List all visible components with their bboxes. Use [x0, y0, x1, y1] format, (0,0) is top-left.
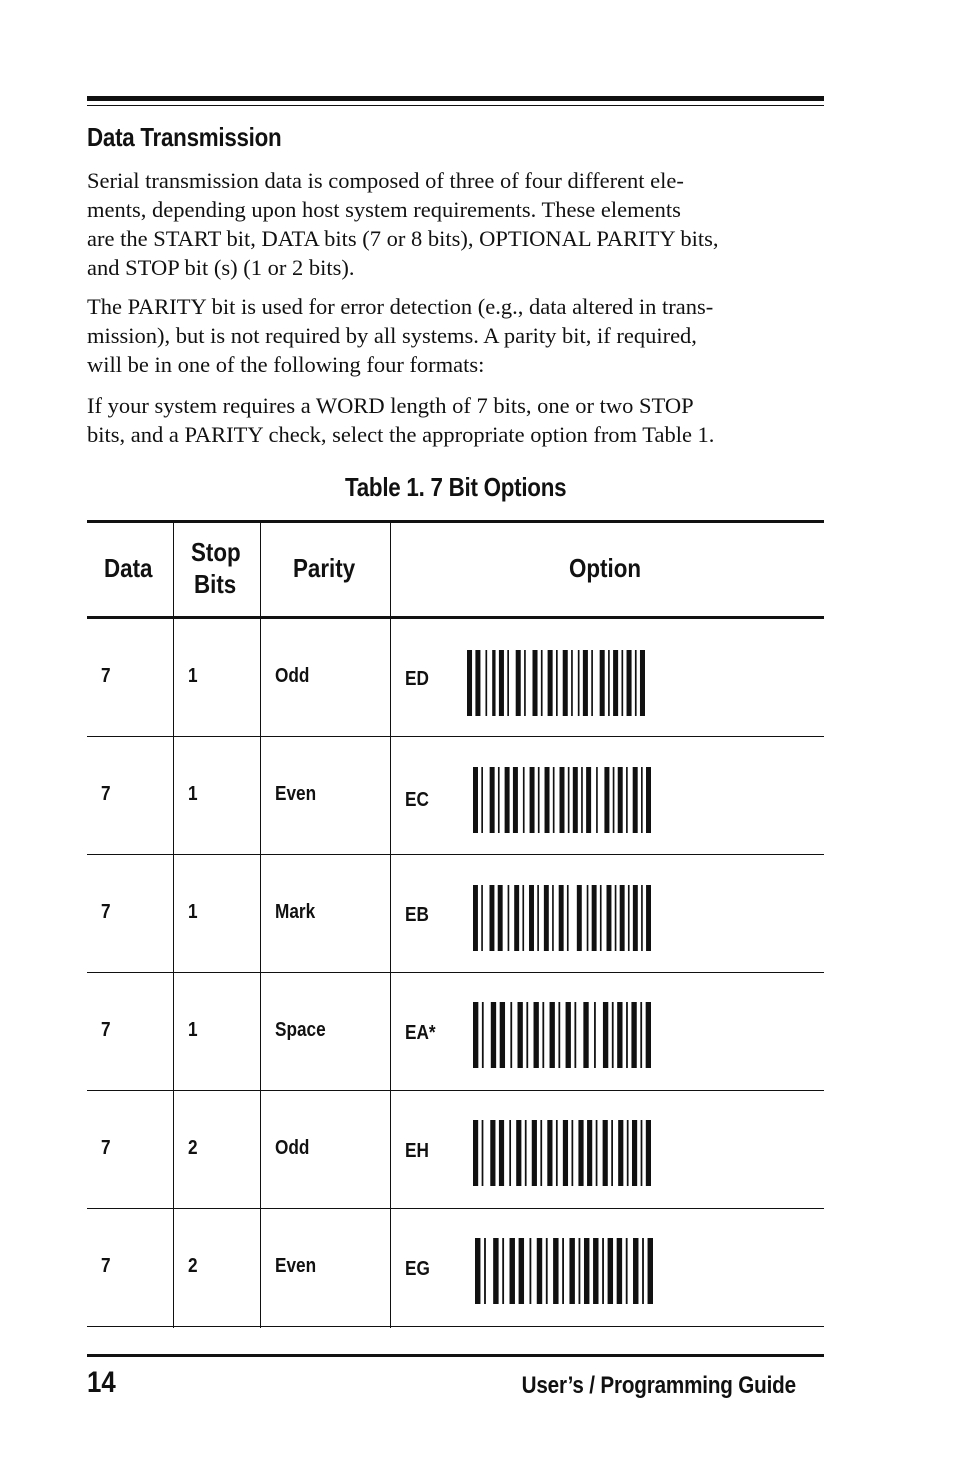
barcode-bar	[578, 1120, 583, 1186]
barcode-bar	[584, 1238, 589, 1304]
barcode-bar	[559, 885, 564, 951]
barcode-bar	[547, 1120, 552, 1186]
paragraph-parity	[87, 292, 824, 379]
barcode-bar	[560, 767, 565, 833]
barcode-bar	[646, 885, 651, 951]
barcode-bar	[467, 650, 472, 716]
column-divider	[173, 520, 174, 1328]
table-caption	[87, 472, 824, 503]
barcode-bar	[514, 885, 519, 951]
barcode-bar	[522, 885, 524, 951]
barcode-bar	[627, 1120, 629, 1186]
footer-rule	[87, 1354, 824, 1357]
row-divider	[87, 1208, 824, 1209]
barcode-bar	[572, 1120, 574, 1186]
barcode-bar	[642, 1238, 644, 1304]
barcode-bar	[484, 1238, 486, 1304]
cell-parity: Odd	[275, 1137, 310, 1159]
barcode-bar	[577, 885, 582, 951]
barcode-bar	[482, 1002, 484, 1068]
barcode-bar	[607, 885, 612, 951]
barcode-bar	[529, 885, 534, 951]
barcode-bar	[498, 885, 503, 951]
barcode-bar	[646, 1120, 651, 1186]
barcode-bar	[519, 1238, 524, 1304]
barcode-bar	[648, 1238, 653, 1304]
barcode-bar	[482, 1120, 484, 1186]
cell-stop-bits: 1	[188, 665, 198, 687]
paragraph-line: If your system requires a WORD length of 7 bits, one or two STOP	[87, 393, 694, 418]
barcode-ec	[473, 767, 653, 833]
barcode-bar	[579, 1238, 581, 1304]
barcode-bar	[591, 650, 593, 716]
cell-stop-bits: 1	[188, 783, 198, 805]
cell-stop-bits: 2	[188, 1137, 198, 1159]
barcode-bar	[618, 1120, 623, 1186]
barcode-bar	[596, 767, 598, 833]
barcode-bar	[510, 1002, 512, 1068]
column-divider	[390, 520, 391, 1328]
barcode-bar	[612, 1002, 614, 1068]
barcode-bar	[537, 1238, 542, 1304]
table-header-rule	[87, 616, 824, 619]
barcode-eh	[473, 1120, 653, 1186]
paragraph-line: and STOP bit (s) (1 or 2 bits).	[87, 255, 355, 280]
barcode-bar	[546, 1238, 548, 1304]
barcode-bar	[532, 650, 537, 716]
barcode-bar	[611, 1120, 613, 1186]
barcode-bar	[641, 1120, 643, 1186]
barcode-bar	[574, 1002, 576, 1068]
barcode-bar	[473, 767, 478, 833]
barcode-bar	[621, 650, 623, 716]
barcode-bar	[626, 1002, 628, 1068]
barcode-bar	[553, 1238, 558, 1304]
barcode-bar	[563, 650, 568, 716]
barcode-eg	[475, 1238, 655, 1304]
cell-data: 7	[101, 1255, 111, 1277]
paragraph-line: are the START bit, DATA bits (7 or 8 bits), OPTIONAL PARITY bits,	[87, 226, 719, 251]
barcode-bar	[523, 767, 525, 833]
barcode-bar	[583, 1002, 588, 1068]
barcode-bar	[641, 885, 643, 951]
barcode-bar	[578, 650, 580, 716]
barcode-bar	[542, 1002, 544, 1068]
barcode-bar	[532, 1120, 537, 1186]
barcode-bar	[583, 650, 588, 716]
barcode-bar	[473, 1120, 478, 1186]
row-divider	[87, 854, 824, 855]
barcode-bar	[490, 767, 495, 833]
page-number: 14	[87, 1366, 116, 1399]
options-table	[87, 520, 824, 1328]
barcode-bar	[608, 1238, 613, 1304]
barcode-bar	[617, 1002, 622, 1068]
barcode-bar	[516, 1120, 521, 1186]
barcode-bar	[553, 767, 555, 833]
barcode-bar	[618, 767, 623, 833]
cell-option-code: EB	[405, 904, 429, 926]
header-parity: Parity	[293, 553, 356, 583]
barcode-eb	[473, 885, 653, 951]
barcode-bar	[530, 767, 535, 833]
barcode-bar	[502, 1238, 504, 1304]
barcode-bar	[550, 1002, 555, 1068]
barcode-bar	[563, 1120, 568, 1186]
barcode-bar	[562, 1238, 564, 1304]
barcode-bar	[573, 767, 578, 833]
barcode-bar	[500, 1002, 505, 1068]
barcode-bar	[541, 650, 543, 716]
barcode-bar	[641, 767, 643, 833]
barcode-bar	[507, 650, 509, 716]
cell-parity: Space	[275, 1019, 326, 1041]
barcode-bar	[633, 767, 638, 833]
cell-parity: Odd	[275, 665, 310, 687]
paragraph-line: mission), but is not required by all systems. A parity bit, if required,	[87, 323, 697, 348]
header-data: Data	[104, 553, 153, 583]
barcode-bar	[558, 1002, 560, 1068]
barcode-bar	[505, 767, 510, 833]
barcode-bar	[524, 650, 526, 716]
row-divider	[87, 1090, 824, 1091]
footer-guide-title	[477, 1372, 796, 1400]
barcode-bar	[633, 1238, 638, 1304]
barcode-bar	[632, 1120, 637, 1186]
barcode-bar	[633, 885, 638, 951]
barcode-bar	[613, 767, 615, 833]
top-rule-thick	[87, 96, 824, 101]
cell-option-code: EH	[405, 1140, 429, 1162]
cell-data: 7	[101, 1019, 111, 1041]
barcode-bar	[587, 885, 589, 951]
paragraph-line: bits, and a PARITY check, select the appropriate option from Table 1.	[87, 422, 715, 447]
barcode-bar	[481, 885, 483, 951]
barcode-bar	[593, 1238, 598, 1304]
barcode-bar	[510, 1238, 515, 1304]
cell-data: 7	[101, 665, 111, 687]
barcode-bar	[509, 1120, 511, 1186]
row-divider	[87, 972, 824, 973]
paragraph-line: ments, depending upon host system requirements. These elements	[87, 197, 681, 222]
section-heading: Data Transmission	[87, 122, 282, 152]
table-top-rule	[87, 520, 824, 523]
barcode-ed	[467, 650, 647, 716]
barcode-bar	[537, 885, 539, 951]
barcode-bar	[646, 767, 651, 833]
barcode-bar	[489, 885, 494, 951]
barcode-bar	[620, 885, 625, 951]
cell-parity: Mark	[275, 901, 316, 923]
barcode-bar	[544, 885, 549, 951]
barcode-bar	[534, 1002, 539, 1068]
cell-parity: Even	[275, 1255, 317, 1277]
barcode-bar	[615, 885, 617, 951]
barcode-bar	[475, 1238, 480, 1304]
barcode-bar	[600, 885, 602, 951]
column-divider	[260, 520, 261, 1328]
table-bottom-rule	[87, 1326, 824, 1327]
header-bits: Bits	[194, 569, 237, 599]
paragraph-line: Serial transmission data is composed of three of four different ele-	[87, 168, 684, 193]
barcode-bar	[596, 1120, 598, 1186]
barcode-bar	[518, 1002, 523, 1068]
barcode-bar	[586, 767, 591, 833]
barcode-bar	[525, 1120, 527, 1186]
paragraph-elements	[87, 166, 824, 282]
barcode-bar	[526, 1002, 528, 1068]
barcode-bar	[613, 650, 618, 716]
cell-option-code: EG	[405, 1258, 430, 1280]
barcode-bar	[640, 650, 645, 716]
cell-parity: Even	[275, 783, 317, 805]
barcode-bar	[499, 650, 504, 716]
barcode-bar	[617, 1238, 622, 1304]
barcode-bar	[529, 1238, 531, 1304]
barcode-bar	[493, 1238, 498, 1304]
barcode-bar	[628, 885, 630, 951]
barcode-ea	[473, 1002, 653, 1068]
barcode-bar	[600, 650, 605, 716]
barcode-bar	[508, 885, 510, 951]
barcode-bar	[569, 1238, 574, 1304]
barcode-bar	[603, 1002, 608, 1068]
barcode-bar	[594, 1002, 596, 1068]
cell-data: 7	[101, 783, 111, 805]
barcode-bar	[538, 767, 540, 833]
barcode-bar	[485, 650, 487, 716]
barcode-bar	[635, 650, 637, 716]
barcode-bar	[646, 1002, 651, 1068]
barcode-bar	[627, 650, 632, 716]
paragraph-word-length	[87, 391, 824, 449]
barcode-bar	[604, 767, 609, 833]
footer-guide-title-text: User’s / Programming Guide	[521, 1372, 796, 1399]
barcode-bar	[608, 650, 610, 716]
barcode-bar	[602, 1238, 604, 1304]
cell-stop-bits: 1	[188, 901, 198, 923]
cell-stop-bits: 2	[188, 1255, 198, 1277]
paragraph-line: The PARITY bit is used for error detection (e.g., data altered in trans-	[87, 294, 714, 319]
barcode-bar	[592, 885, 597, 951]
barcode-bar	[587, 1120, 592, 1186]
barcode-bar	[473, 885, 478, 951]
cell-data: 7	[101, 901, 111, 923]
barcode-bar	[481, 767, 483, 833]
barcode-bar	[490, 1120, 495, 1186]
barcode-bar	[491, 1002, 496, 1068]
top-rule-thin	[87, 105, 824, 106]
barcode-bar	[499, 1120, 504, 1186]
cell-option-code: EC	[405, 789, 429, 811]
barcode-bar	[498, 767, 500, 833]
barcode-bar	[626, 767, 628, 833]
barcode-bar	[567, 885, 569, 951]
barcode-bar	[556, 650, 558, 716]
cell-stop-bits: 1	[188, 1019, 198, 1041]
row-divider	[87, 736, 824, 737]
barcode-bar	[556, 1120, 558, 1186]
barcode-bar	[626, 1238, 628, 1304]
cell-option-code: EA*	[405, 1022, 436, 1044]
paragraph-line: will be in one of the following four formats:	[87, 352, 485, 377]
barcode-bar	[513, 767, 518, 833]
barcode-bar	[492, 650, 495, 716]
barcode-bar	[631, 1002, 636, 1068]
barcode-bar	[640, 1002, 642, 1068]
barcode-bar	[603, 1120, 608, 1186]
barcode-bar	[581, 767, 583, 833]
barcode-bar	[571, 650, 573, 716]
table-caption-text: Table 1. 7 Bit Options	[344, 472, 567, 502]
barcode-bar	[516, 650, 521, 716]
header-option: Option	[569, 553, 642, 583]
barcode-bar	[540, 1120, 542, 1186]
barcode-bar	[548, 650, 553, 716]
barcode-bar	[473, 1002, 478, 1068]
barcode-bar	[566, 1002, 571, 1068]
barcode-bar	[568, 767, 570, 833]
header-stop: Stop	[191, 537, 241, 567]
cell-data: 7	[101, 1137, 111, 1159]
barcode-bar	[475, 650, 480, 716]
cell-option-code: ED	[405, 668, 429, 690]
barcode-bar	[545, 767, 550, 833]
barcode-bar	[552, 885, 554, 951]
